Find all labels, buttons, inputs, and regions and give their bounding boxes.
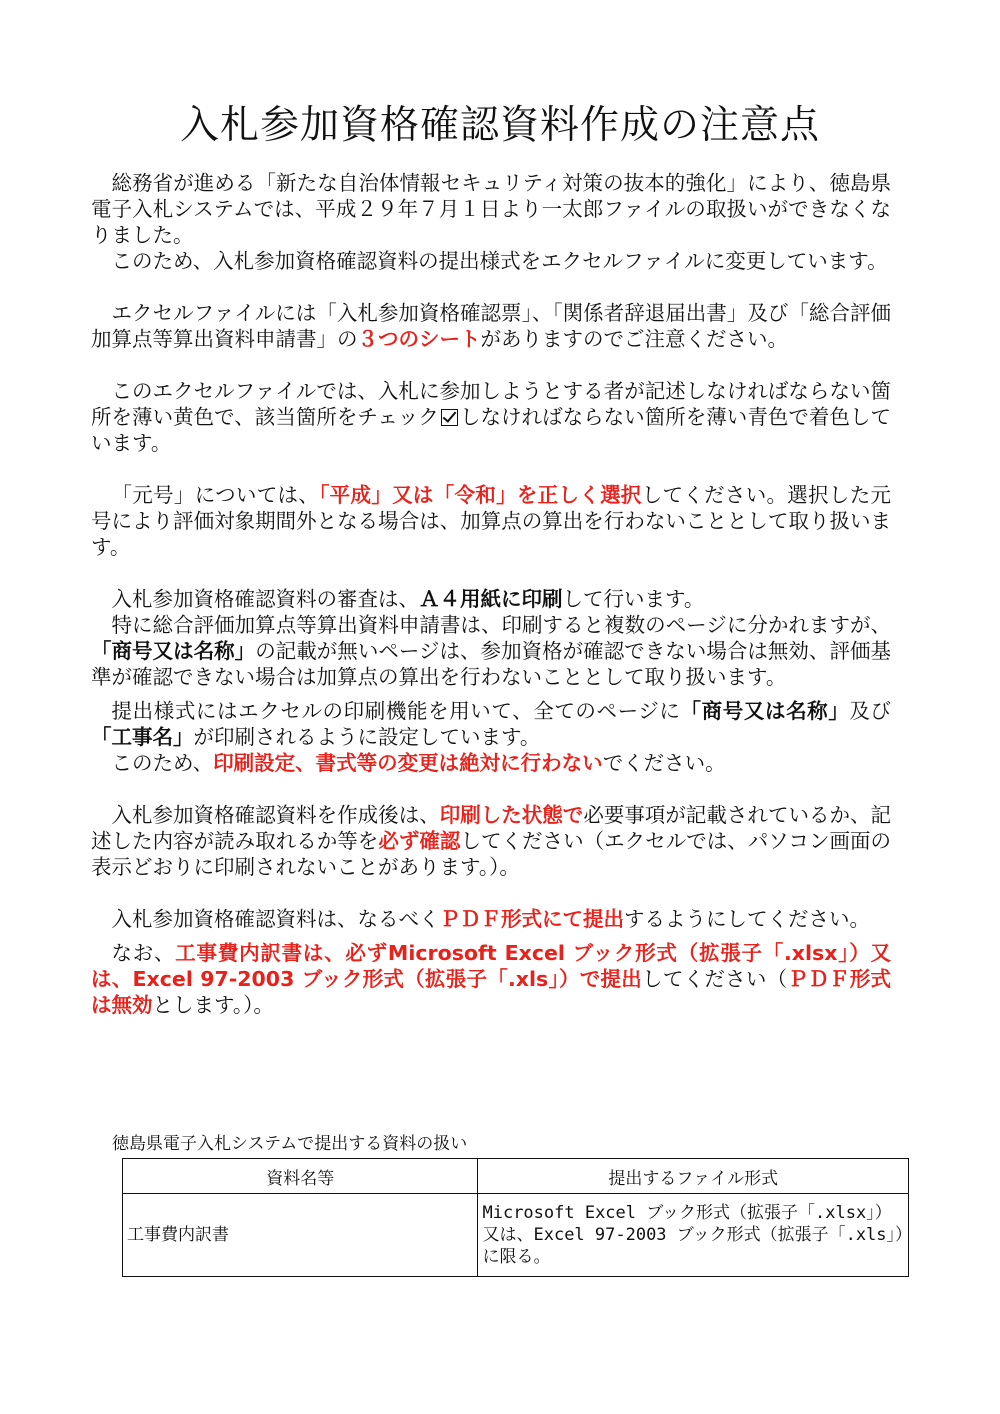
paragraph-coloring: このエクセルファイルでは、入札に参加しようとする者が記述しなければならない箇所を薄い黄色で、該当箇所をチェック しなければならない箇所を薄い青色で着色しています。 <box>91 379 891 455</box>
checkbox-checked-icon <box>441 409 458 426</box>
file-format-table <box>122 1158 909 1277</box>
emphasis-pdf-invalid: ＰＤＦ形式は無効 <box>91 967 892 1017</box>
cell-file-format: Microsoft Excel ブック形式（拡張子「.xlsx」）又は、Excel 97-2003 ブック形式（拡張子「.xls」）に限る。 <box>478 1194 909 1277</box>
paragraph-era: 「元号」については、「平成」又は「令和」を正しく選択してください。選択した元号により評価対象期間外となる場合は、加算点の算出を行わないこととして取り扱います。 <box>91 483 892 559</box>
cell-document-name: 工事費内訳書 <box>123 1194 478 1277</box>
paragraph-no-change: このため、印刷設定、書式等の変更は絶対に行わないでください。 <box>111 751 726 775</box>
paragraph-breakdown: なお、工事費内訳書は、必ずMicrosoft Excel ブック形式（拡張子「.xlsx」）又は、Excel 97-2003 ブック形式（拡張子「.xls」）で提出してください（ＰＤＦ形式は無効とします。）。 <box>91 941 892 1017</box>
emphasis-company-name-2: 「商号又は名称」 <box>680 699 850 723</box>
emphasis-must-check: 必ず確認 <box>378 829 461 853</box>
emphasis-no-change: 印刷設定、書式等の変更は絶対に行わない <box>213 751 603 775</box>
paragraph-multipage: 特に総合評価加算点等算出資料申請書は、印刷すると複数のページに分かれますが、「商号又は名称」の記載が無いページは、参加資格が確認できない場合は無効、評価基準が確認できない場合は加算点の算出を行わないこととして取り扱います。 <box>91 613 892 689</box>
paragraph-print-setup: 提出様式にはエクセルの印刷機能を用いて、全てのページに「商号又は名称」及び「工事名」が印刷されるように設定しています。 <box>91 699 892 749</box>
header-file-format: 提出するファイル形式 <box>478 1159 909 1194</box>
paragraph-verify-print: 入札参加資格確認資料を作成後は、印刷した状態で必要事項が記載されているか、記述した内容が読み取れるか等を必ず確認してください（エクセルでは、パソコン画面の表示どおりに印刷されないことがあります。）。 <box>91 803 892 879</box>
paragraph-pdf: 入札参加資格確認資料は、なるべくＰＤＦ形式にて提出するようにしてください。 <box>111 907 870 931</box>
paragraph-format-change: このため、入札参加資格確認資料の提出様式をエクセルファイルに変更しています。 <box>111 249 888 273</box>
paragraph-background: 総務省が進める「新たな自治体情報セキュリティ対策の抜本的強化」により、徳島県電子入札システムでは、平成２９年７月１日より一太郎ファイルの取扱いができなくなりました。 <box>91 171 891 247</box>
emphasis-excel-format: 工事費内訳書は、必ずMicrosoft Excel ブック形式（拡張子「.xlsx」）又は、Excel 97-2003 ブック形式（拡張子「.xls」）で提出 <box>91 941 892 991</box>
paragraph-a4-review: 入札参加資格確認資料の審査は、Ａ４用紙に印刷して行います。 <box>111 587 705 611</box>
emphasis-a4: Ａ４用紙に印刷 <box>419 587 563 611</box>
emphasis-three-sheets: ３つのシート <box>357 327 481 351</box>
notice-body <box>91 170 891 1018</box>
emphasis-era-select: 「平成」又は「令和」を正しく選択 <box>319 483 642 507</box>
emphasis-company-name: 「商号又は名称」 <box>91 639 256 663</box>
page-title: 入札参加資格確認資料作成の注意点 <box>179 103 820 148</box>
emphasis-pdf: ＰＤＦ形式にて提出 <box>439 907 624 931</box>
paragraph-sheets: エクセルファイルには「入札参加資格確認票」、「関係者辞退届出書」及び「総合評価加算点等算出資料申請書」の３つのシートがありますのでご注意ください。 <box>91 301 891 351</box>
table-header-row <box>123 1159 909 1194</box>
emphasis-printed-state: 印刷した状態で <box>439 803 584 827</box>
emphasis-project-name: 「工事名」 <box>91 725 194 749</box>
header-document-name: 資料名等 <box>123 1159 478 1194</box>
table-caption: 徳島県電子入札システムで提出する資料の扱い <box>112 1134 468 1154</box>
table-row <box>123 1194 909 1277</box>
